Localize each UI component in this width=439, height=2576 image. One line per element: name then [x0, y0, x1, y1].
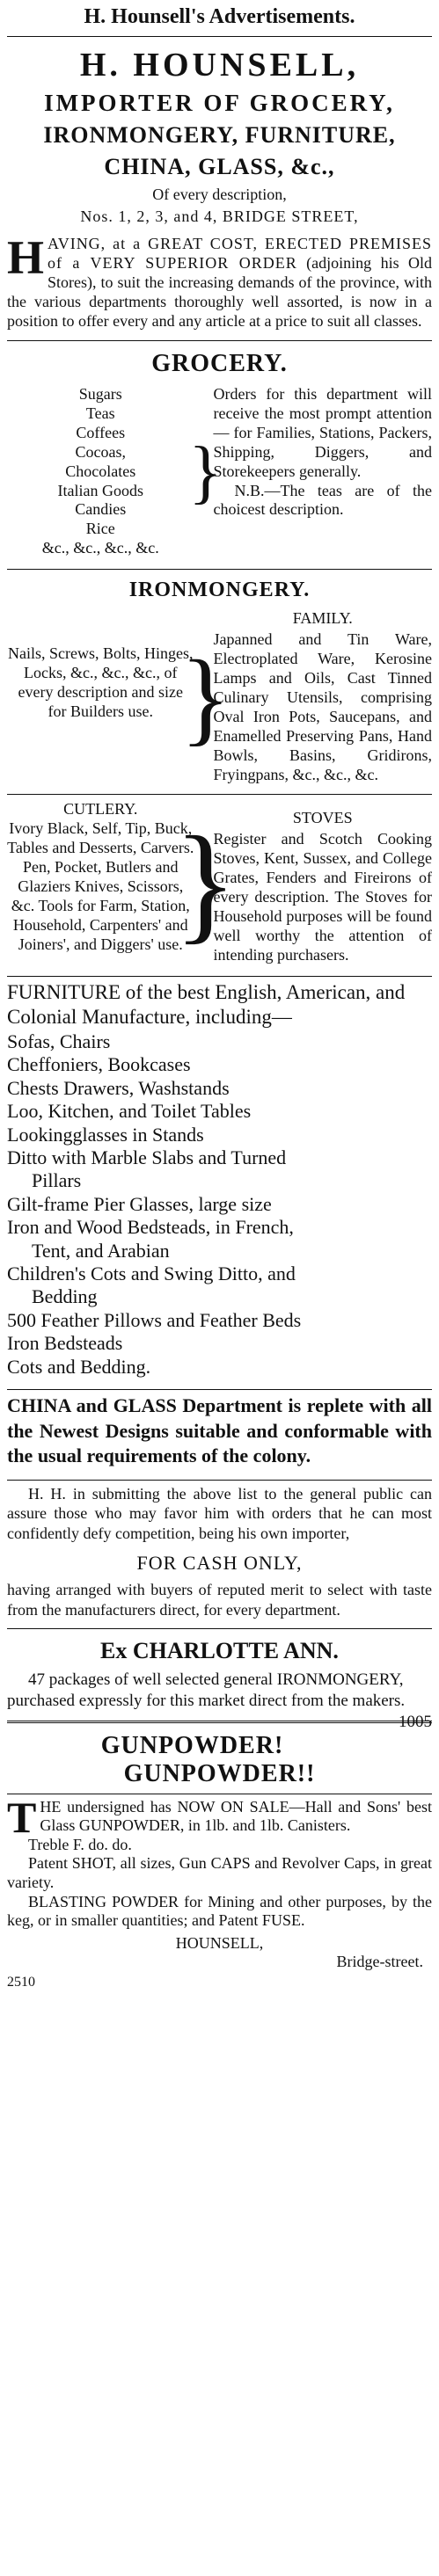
grocery-item: Italian Goods — [57, 481, 143, 499]
cutlery-title: CUTLERY. — [63, 799, 138, 818]
intro-rest: (adjoining his Old Stores), to suit the increasing demands of the province, with the various departments thoroughly well assorted, is now in a position to offer every and any article at a price to suit all classes. — [7, 253, 432, 330]
furniture-item: Cheffoniers, Bookcases — [7, 1053, 191, 1076]
ironmongery-title: IRONMONGERY. — [128, 579, 311, 602]
furniture-item: Loo, Kitchen, and Toilet Tables — [7, 1100, 252, 1123]
family-section — [214, 609, 432, 785]
grocery-item: Rice — [85, 520, 115, 538]
hh-paragraph: H. H. in submitting the above list to the general public can assure those who may favor him with orders that he can most confidently defy competition, being his own importer, — [7, 1484, 432, 1542]
brace-icon: } — [179, 638, 231, 756]
tagline-2: IRONMONGERY, FURNITURE, — [43, 122, 396, 148]
cash-text: having arranged with buyers of reputed merit to select with taste from the manufacturers direct, for every department. — [7, 1581, 432, 1619]
divider — [7, 1628, 432, 1629]
gunpowder-text2: Treble F. do. do. — [28, 1835, 132, 1853]
ex-body: 47 packages of well selected general IRONMONGERY, purchased expressly for this market direct from the makers. — [7, 1670, 406, 1710]
china-paragraph: CHINA and GLASS Department is replete with all the Newest Designs suitable and conformable with the usual requirements of the colony. — [7, 1394, 432, 1467]
grocery-item: Candies — [75, 500, 127, 519]
ex-text — [7, 1670, 432, 1731]
gunpowder-text3: Patent SHOT, all sizes, Gun CAPS and Revolver Caps, in great variety. — [7, 1854, 432, 1892]
divider — [7, 1480, 432, 1481]
signature-name: HOUNSELL, — [175, 1933, 264, 1952]
furniture-list — [7, 1030, 432, 1379]
gunpowder-body — [7, 1792, 432, 1931]
stoves-text: Register and Scotch Cooking Stoves, Kent, Sussex, and College Grates, Fenders and Fireirons of every description. The Stoves for Household purposes will be found well worthy the attention of intending purchasers. — [213, 829, 432, 964]
cutlery-col — [7, 800, 198, 965]
ironmongery-section — [7, 609, 432, 785]
divider — [7, 340, 432, 341]
gunpowder-text4: BLASTING POWDER for Mining and other purposes, by the keg, or in smaller quantities; and Patent FUSE. — [7, 1892, 432, 1930]
divider — [7, 1389, 432, 1390]
divider — [7, 794, 432, 795]
furniture-item: Chests Drawers, Washstands — [7, 1076, 230, 1099]
ex-title: Ex CHARLOTTE ANN. — [100, 1638, 339, 1664]
furniture-item: Children's Cots and Swing Ditto, and — [7, 1262, 296, 1284]
divider — [7, 1721, 432, 1723]
gunpowder-title: GUNPOWDER! GUNPOWDER!! — [100, 1731, 316, 1787]
family-title: FAMILY. — [292, 609, 353, 628]
intro-dropcap: H — [7, 231, 45, 284]
stoves-section — [214, 800, 432, 965]
grocery-title: GROCERY. — [151, 349, 288, 377]
tagline-4: Of every description, — [152, 186, 287, 203]
divider — [7, 36, 432, 37]
furniture-item: Ditto with Marble Slabs and Turned — [7, 1146, 287, 1168]
grocery-item: Sugars — [78, 384, 122, 403]
cutlery-section — [7, 800, 432, 965]
furniture-item: Sofas, Chairs — [7, 1030, 111, 1053]
tagline-1: IMPORTER OF GROCERY, — [44, 90, 395, 116]
gunpowder-dropcap: T — [7, 1792, 37, 1842]
intro-paragraph — [7, 231, 432, 331]
tagline-3: CHINA, GLASS, &c., — [104, 154, 335, 179]
page-header: H. Hounsell's Advertisements. — [84, 5, 355, 28]
signature-address: Bridge-street. — [336, 1952, 423, 1970]
grocery-orders: Orders for this department will receive the most prompt attention — for Families, Stations, Packers, Shipping, Diggers, and Storekeepers generally. — [213, 384, 432, 480]
grocery-section — [7, 385, 432, 559]
furniture-head: FURNITURE of the best English, American, and Colonial Manufacture, including— — [7, 980, 406, 1029]
divider — [7, 976, 432, 977]
gunpowder-text1: HE undersigned has NOW ON SALE—Hall and Sons' best Glass GUNPOWDER, in 1lb. and 1lb. Canisters. — [40, 1797, 432, 1835]
grocery-list — [7, 385, 198, 559]
grocery-item: &c., &c., &c., &c. — [41, 539, 159, 557]
brace-icon: } — [188, 433, 223, 511]
grocery-item: Coffees — [76, 423, 126, 441]
family-text: Japanned and Tin Ware, Electroplated Ware, Kerosine Lamps and Oils, Cast Tinned Culinary Utensils, comprising Oval Iron Pots, Saucepans, and Enamelled Preserving Pans, Hand Bowls, Basins, Gridirons, Fryingpans, &c., &c., &c. — [213, 630, 432, 783]
brace-icon: } — [173, 809, 238, 956]
furniture-item: Bedding — [32, 1285, 98, 1308]
cutlery-text: Ivory Black, Self, Tip, Buck, Tables and Desserts, Carvers. Pen, Pocket, Butlers and Glaziers Knives, Scissors, &c. Tools for Farm, Station, Household, Carpenters' and Joiners', and Diggers' use. — [7, 819, 194, 953]
divider — [7, 569, 432, 570]
intro-first: AVING, at a GREAT COST, ERECTED PREMISES of a VERY SUPERIOR ORDER — [48, 235, 432, 272]
cash-only: FOR CASH ONLY, — [136, 1552, 303, 1575]
grocery-item: Teas — [85, 404, 115, 422]
furniture-item: Cots and Bedding. — [7, 1355, 151, 1378]
furniture-item: 500 Feather Pillows and Feather Beds — [7, 1308, 302, 1331]
furniture-item: Pillars — [32, 1169, 82, 1192]
ex-number: 1005 — [399, 1712, 432, 1731]
ad-code: 2510 — [7, 1974, 35, 1990]
grocery-text — [214, 385, 432, 559]
stoves-title: STOVES — [292, 808, 353, 826]
grocery-item: Cocoas, — [75, 442, 126, 461]
furniture-item: Tent, and Arabian — [32, 1239, 170, 1262]
furniture-item: Iron and Wood Bedsteads, in French, — [7, 1216, 294, 1239]
grocery-item: Chocolates — [65, 462, 136, 480]
ironmongery-left: Nails, Screws, Bolts, Hinges, Locks, &c., &c., &c., of every description and size for Builders use. — [8, 644, 194, 721]
furniture-item: Gilt-frame Pier Glasses, large size — [7, 1192, 272, 1215]
business-name: H. HOUNSELL, — [79, 47, 360, 84]
furniture-item: Lookingglasses in Stands — [7, 1123, 204, 1146]
address-line: Nos. 1, 2, 3, and 4, BRIDGE STREET, — [80, 207, 359, 225]
grocery-note: N.B.—The teas are of the choicest description. — [213, 481, 432, 519]
furniture-item: Iron Bedsteads — [7, 1332, 123, 1355]
